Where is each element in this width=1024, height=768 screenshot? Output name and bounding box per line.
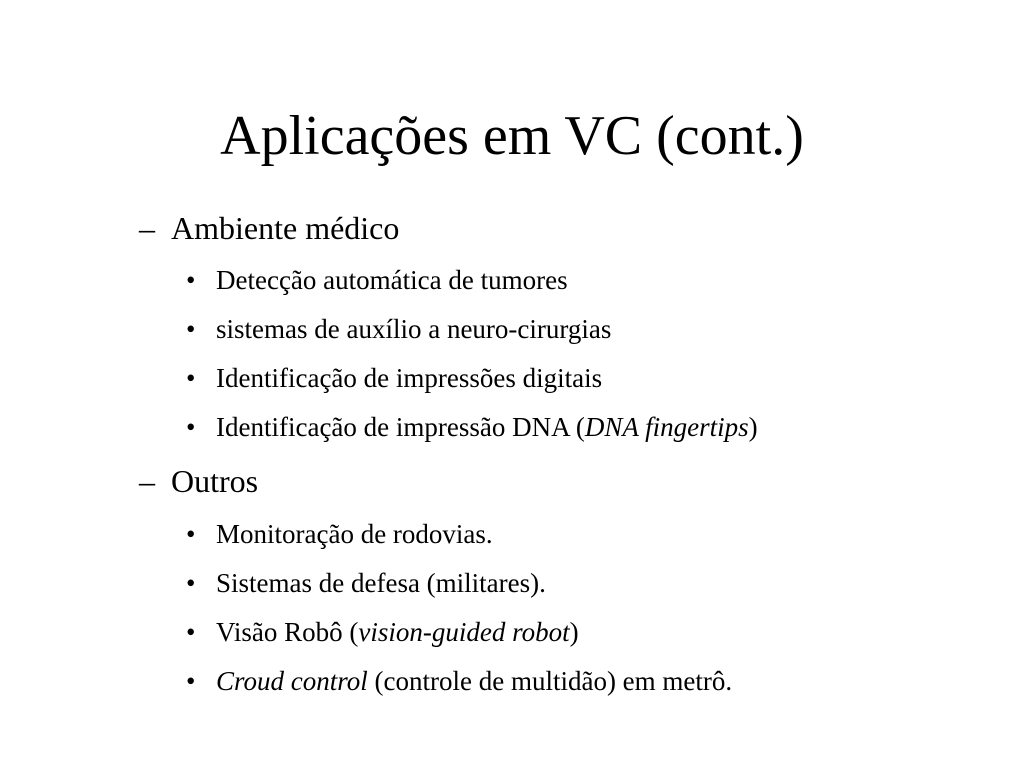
bullet-item	[186, 517, 493, 551]
bullet-text-italic: DNA fingertips	[584, 412, 749, 442]
section-heading-text: Outros	[171, 463, 259, 499]
dash-marker: –	[139, 463, 155, 499]
bullet-marker: •	[186, 617, 196, 647]
bullet-text: sistemas de auxílio a neuro-cirurgias	[216, 314, 612, 344]
bullet-text-italic: Croud control	[216, 666, 368, 696]
section-heading-outros	[139, 461, 258, 501]
bullet-item	[186, 361, 602, 395]
section-heading-ambiente-medico	[139, 208, 399, 248]
bullet-marker: •	[186, 314, 196, 344]
bullet-text: Identificação de impressões digitais	[216, 363, 603, 393]
bullet-text: Monitoração de rodovias.	[216, 519, 493, 549]
bullet-text: )	[748, 412, 758, 442]
bullet-text: Sistemas de defesa (militares).	[216, 568, 546, 598]
bullet-text: Identificação de impressão DNA (	[216, 412, 585, 442]
bullet-text: (controle de multidão) em metrô.	[367, 666, 733, 696]
bullet-item	[186, 410, 758, 444]
bullet-text-italic: vision-guided robot	[358, 617, 570, 647]
bullet-marker: •	[186, 519, 196, 549]
bullet-text: Visão Robô (	[216, 617, 359, 647]
dash-marker: –	[139, 210, 155, 246]
bullet-item	[186, 566, 546, 600]
bullet-item	[186, 312, 611, 346]
bullet-item	[186, 615, 579, 649]
section-heading-text: Ambiente médico	[171, 210, 400, 246]
bullet-marker: •	[186, 412, 196, 442]
slide-title: Aplicações em VC (cont.)	[220, 105, 804, 167]
bullet-item	[186, 664, 732, 698]
bullet-item	[186, 263, 568, 297]
bullet-marker: •	[186, 666, 196, 696]
bullet-text: Detecção automática de tumores	[216, 265, 568, 295]
bullet-marker: •	[186, 265, 196, 295]
bullet-text: )	[569, 617, 579, 647]
bullet-marker: •	[186, 363, 196, 393]
bullet-marker: •	[186, 568, 196, 598]
